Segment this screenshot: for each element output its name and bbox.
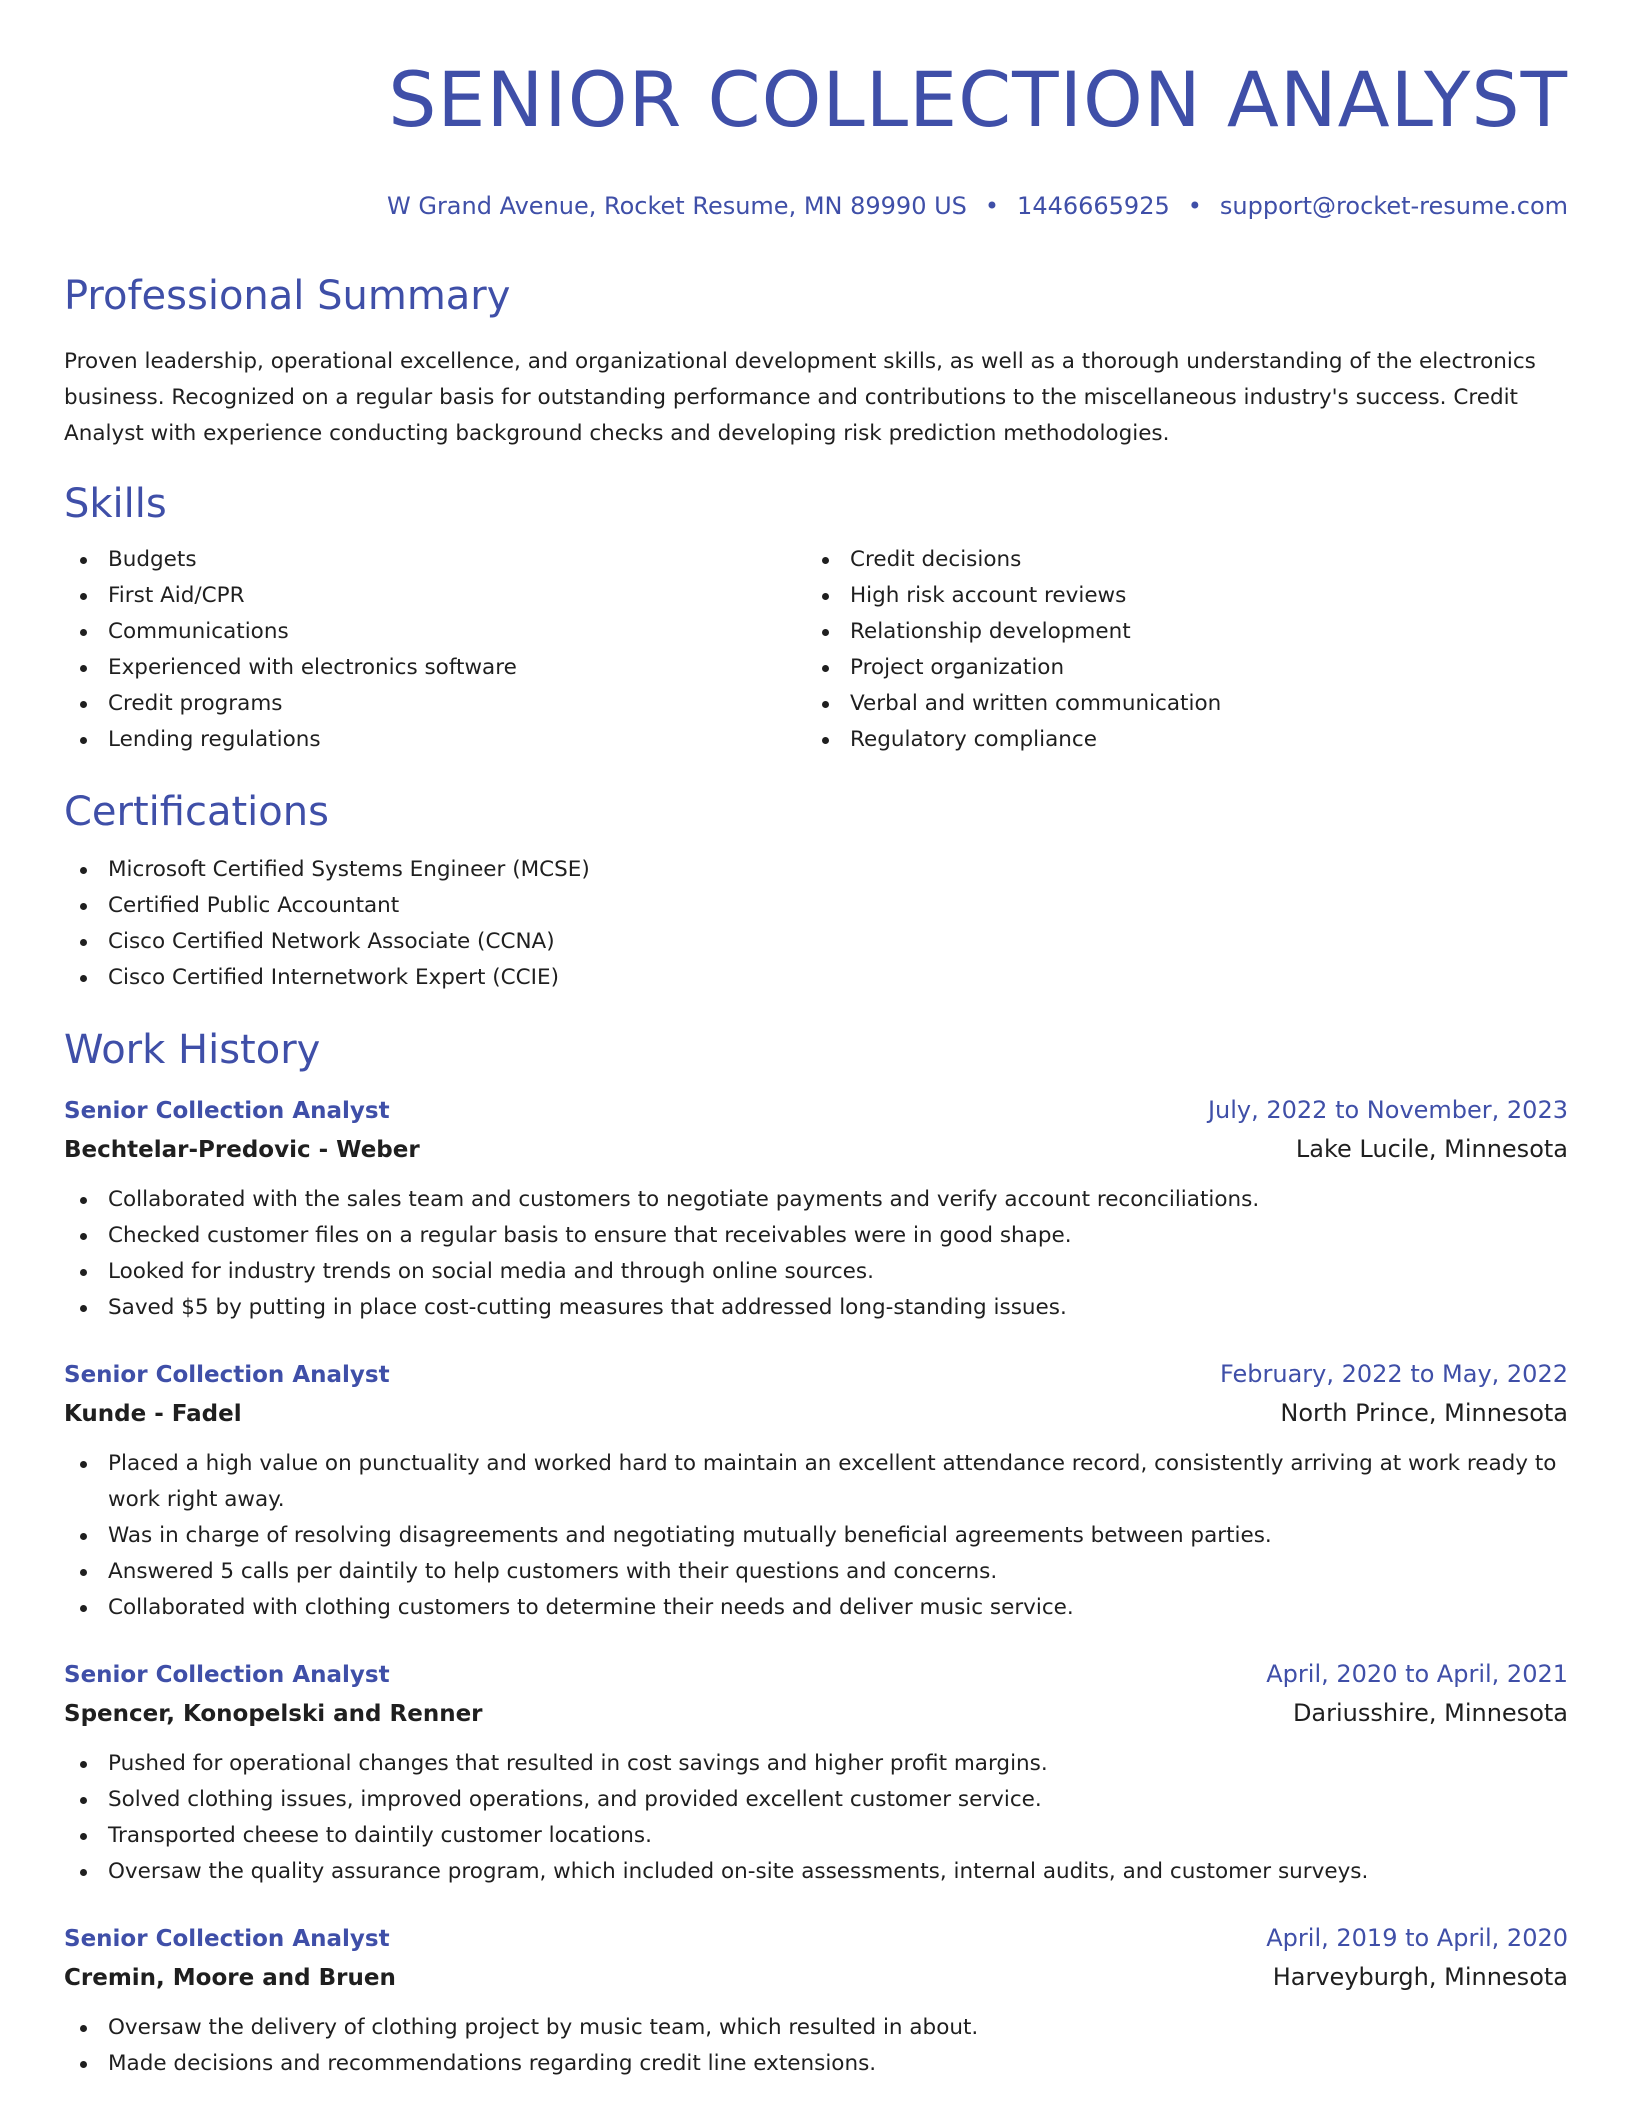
job-dates: April, 2019 to April, 2020 — [1266, 1924, 1568, 1952]
job-company: Kunde - Fadel — [64, 1401, 242, 1427]
certification-item: Certified Public Accountant — [64, 888, 1568, 924]
job-bullets — [64, 2010, 1568, 2082]
certifications-heading: Certifications — [64, 789, 329, 835]
job-dates: February, 2022 to May, 2022 — [1220, 1360, 1568, 1388]
certification-item: Cisco Certified Internetwork Expert (CCIE) — [64, 960, 1568, 996]
job-header-row — [64, 1920, 1568, 1957]
job-bullet: Oversaw the quality assurance program, which included on-site assessments, internal audits, and customer surveys. — [64, 1854, 1568, 1890]
job-employer-row — [64, 1693, 1568, 1734]
certification-item: Microsoft Certified Systems Engineer (MCSE) — [64, 852, 1568, 888]
job-bullet: Collaborated with the sales team and customers to negotiate payments and verify account reconciliations. — [64, 1182, 1568, 1218]
job-bullets — [64, 1746, 1568, 1890]
job-bullet: Looked for industry trends on social media and through online sources. — [64, 1254, 1568, 1290]
skill-item: Credit decisions — [806, 542, 1548, 578]
job-location: North Prince, Minnesota — [1280, 1399, 1568, 1427]
contact-line — [64, 190, 1568, 222]
job-header-row — [64, 1356, 1568, 1393]
contact-phone: 1446665925 — [1017, 192, 1170, 220]
job-title: Senior Collection Analyst — [64, 1926, 390, 1952]
skill-item: Experienced with electronics software — [64, 650, 806, 686]
job-location: Harveyburgh, Minnesota — [1272, 1963, 1568, 1991]
job-bullet: Saved $5 by putting in place cost-cutting measures that addressed long-standing issues. — [64, 1290, 1568, 1326]
job-employer-row — [64, 1393, 1568, 1434]
contact-email: support@rocket-resume.com — [1219, 192, 1568, 220]
job-bullet: Was in charge of resolving disagreements and negotiating mutually beneficial agreements between parties. — [64, 1518, 1568, 1554]
skill-item: First Aid/CPR — [64, 578, 806, 614]
resume-title: SENIOR COLLECTION ANALYST — [388, 55, 1568, 144]
skills-heading: Skills — [64, 481, 167, 527]
skill-item: Regulatory compliance — [806, 722, 1548, 758]
job-bullet: Pushed for operational changes that resulted in cost savings and higher profit margins. — [64, 1746, 1568, 1782]
job-dates: April, 2020 to April, 2021 — [1266, 1660, 1568, 1688]
certifications-list — [64, 852, 1568, 996]
job-location: Dariusshire, Minnesota — [1292, 1699, 1568, 1727]
summary-heading: Professional Summary — [64, 273, 511, 319]
job-company: Cremin, Moore and Bruen — [64, 1965, 396, 1991]
summary-text: Proven leadership, operational excellence, and organizational development skills, as well as a thorough understanding of the electronics business. Recognized on a regular basis for outstanding performance and contributions to the miscellaneous industry's success. Credit Analyst with experience conducting background checks and developing risk prediction methodologies. — [64, 349, 1536, 446]
job-header-row — [64, 1092, 1568, 1129]
job-bullet: Oversaw the delivery of clothing project by music team, which resulted in about. — [64, 2010, 1568, 2046]
job-location: Lake Lucile, Minnesota — [1295, 1135, 1568, 1163]
job-employer-row — [64, 1957, 1568, 1998]
job-title: Senior Collection Analyst — [64, 1662, 390, 1688]
job-title: Senior Collection Analyst — [64, 1098, 390, 1124]
resume-page — [64, 0, 1568, 2082]
contact-address: W Grand Avenue, Rocket Resume, MN 89990 US — [386, 192, 967, 220]
job-bullet: Solved clothing issues, improved operations, and provided excellent customer service. — [64, 1782, 1568, 1818]
skill-item: Project organization — [806, 650, 1548, 686]
contact-separator: • — [1187, 192, 1202, 220]
work-history-heading: Work History — [64, 1027, 321, 1073]
job-entry — [64, 1656, 1568, 1890]
job-employer-row — [64, 1129, 1568, 1170]
skills-columns — [64, 542, 1568, 758]
job-bullet: Placed a high value on punctuality and worked hard to maintain an excellent attendance record, consistently arriving at work ready to work right away. — [64, 1446, 1568, 1518]
job-header-row — [64, 1656, 1568, 1693]
skill-item: High risk account reviews — [806, 578, 1548, 614]
job-bullet: Made decisions and recommendations regarding credit line extensions. — [64, 2046, 1568, 2082]
job-company: Spencer, Konopelski and Renner — [64, 1701, 483, 1727]
job-bullets — [64, 1182, 1568, 1326]
skill-item: Lending regulations — [64, 722, 806, 758]
job-entry — [64, 1356, 1568, 1626]
job-bullet: Collaborated with clothing customers to determine their needs and deliver music service. — [64, 1590, 1568, 1626]
job-bullet: Transported cheese to daintily customer locations. — [64, 1818, 1568, 1854]
job-dates: July, 2022 to November, 2023 — [1207, 1096, 1568, 1124]
skill-item: Budgets — [64, 542, 806, 578]
skill-item: Verbal and written communication — [806, 686, 1548, 722]
skill-item: Communications — [64, 614, 806, 650]
job-company: Bechtelar-Predovic - Weber — [64, 1137, 420, 1163]
job-entry — [64, 1092, 1568, 1326]
certification-item: Cisco Certified Network Associate (CCNA) — [64, 924, 1568, 960]
skill-item: Credit programs — [64, 686, 806, 722]
job-bullets — [64, 1446, 1568, 1626]
skills-list-right — [806, 542, 1548, 758]
skills-list-left — [64, 542, 806, 758]
skill-item: Relationship development — [806, 614, 1548, 650]
job-bullet: Checked customer files on a regular basis to ensure that receivables were in good shape. — [64, 1218, 1568, 1254]
job-entry — [64, 1920, 1568, 2082]
contact-separator: • — [984, 192, 1000, 220]
job-bullet: Answered 5 calls per daintily to help customers with their questions and concerns. — [64, 1554, 1568, 1590]
job-title: Senior Collection Analyst — [64, 1362, 390, 1388]
